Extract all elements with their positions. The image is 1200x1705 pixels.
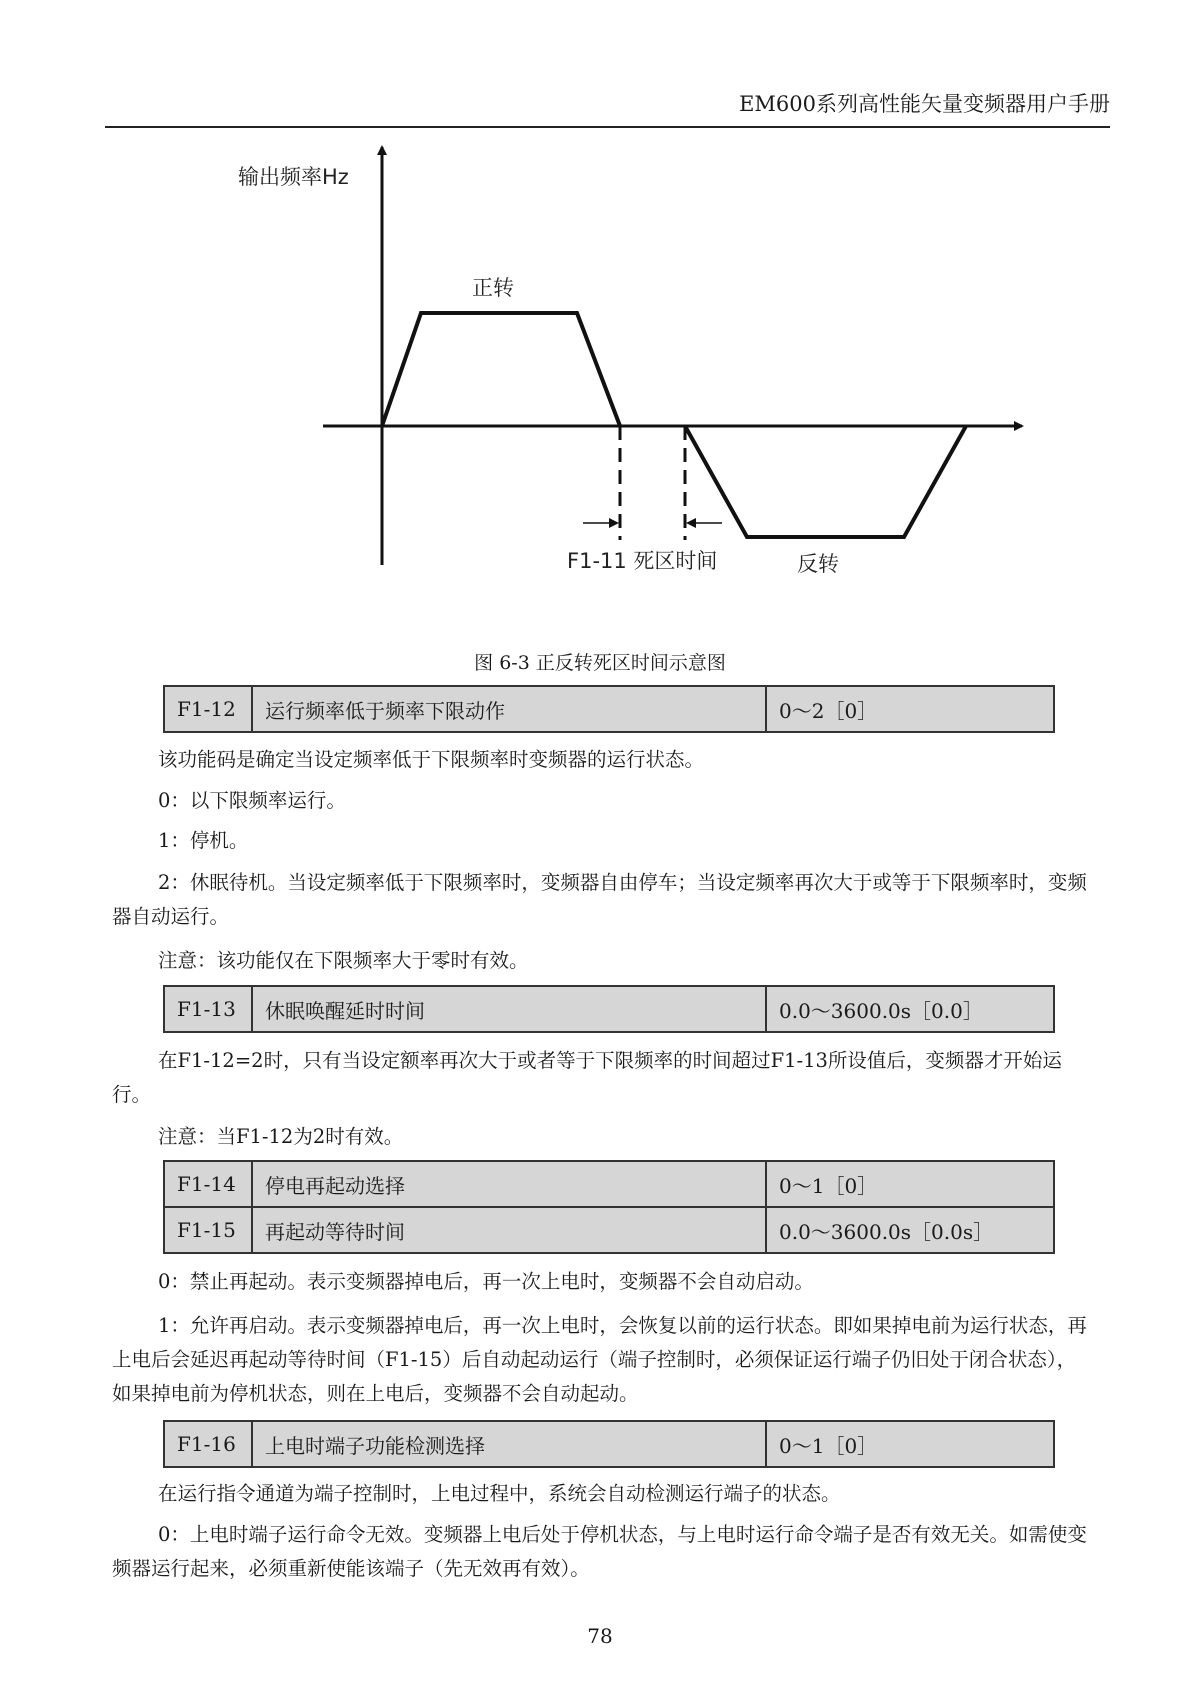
param-range: 0～1［0］ — [766, 1421, 1054, 1467]
param-table-f1-16 — [163, 1420, 1055, 1468]
reverse-curve — [685, 426, 966, 537]
paragraph: 0：上电时端子运行命令无效。变频器上电后处于停机状态，与上电时运行命令端子是否有效无关。如需使变频器运行起来，必须重新使能该端子（先无效再有效）。 — [112, 1523, 1087, 1580]
param-name: 再起动等待时间 — [252, 1207, 766, 1253]
param-name: 停电再起动选择 — [252, 1161, 766, 1207]
paragraph: 0：以下限频率运行。 — [158, 789, 346, 812]
figure-caption: 图 6-3 正反转死区时间示意图 — [474, 652, 726, 674]
reverse-label: 反转 — [797, 552, 839, 576]
paragraph: 在运行指令通道为端子控制时，上电过程中，系统会自动检测运行端子的状态。 — [158, 1482, 841, 1505]
param-name: 运行频率低于频率下限动作 — [252, 686, 766, 732]
deadzone-diagram — [0, 0, 1200, 640]
paragraph: 1：允许再启动。表示变频器掉电后，再一次上电时，会恢复以前的运行状态。即如果掉电前为运行状态，再上电后会延迟再起动等待时间（F1-15）后自动起动运行（端子控制时，必须保证运行端子仍旧处于闭合状态），如果掉电前为停机状态，则在上电后，变频器不会自动起动。 — [112, 1314, 1087, 1405]
param-name: 上电时端子功能检测选择 — [252, 1421, 766, 1467]
table-row — [164, 1207, 1054, 1253]
deadzone-label: F1-11 死区时间 — [567, 549, 718, 573]
paragraph: 该功能码是确定当设定频率低于下限频率时变频器的运行状态。 — [158, 748, 705, 771]
paragraph: 注意：当F1-12为2时有效。 — [158, 1125, 404, 1148]
forward-label: 正转 — [472, 276, 514, 300]
table-row — [164, 1421, 1054, 1467]
paragraph: 0：禁止再起动。表示变频器掉电后，再一次上电时，变频器不会自动启动。 — [158, 1270, 814, 1293]
forward-curve — [382, 313, 620, 426]
paragraph: 2：休眠待机。当设定频率低于下限频率时，变频器自由停车；当设定频率再次大于或等于下限频率时，变频器自动运行。 — [112, 871, 1087, 928]
paragraph: 在F1-12=2时，只有当设定额率再次大于或者等于下限频率的时间超过F1-13所设值后，变频器才开始运行。 — [112, 1049, 1062, 1106]
param-table-f1-12 — [163, 685, 1055, 733]
param-range: 0.0～3600.0s［0.0］ — [766, 986, 1054, 1032]
paragraph: 注意：该功能仅在下限频率大于零时有效。 — [158, 949, 529, 972]
y-axis-label: 输出频率Hz — [238, 165, 349, 189]
param-range: 0～1［0］ — [766, 1161, 1054, 1207]
param-code: F1-14 — [164, 1161, 252, 1207]
table-row — [164, 1161, 1054, 1207]
param-range: 0～2［0］ — [766, 686, 1054, 732]
param-code: F1-16 — [164, 1421, 252, 1467]
page-number: 78 — [587, 1624, 613, 1648]
param-table-f1-14-f1-15 — [163, 1160, 1055, 1254]
param-table-f1-13 — [163, 985, 1055, 1033]
param-name: 休眠唤醒延时时间 — [252, 986, 766, 1032]
param-code: F1-13 — [164, 986, 252, 1032]
param-code: F1-12 — [164, 686, 252, 732]
page-header: EM600系列高性能矢量变频器用户手册 — [105, 88, 1110, 128]
table-row — [164, 986, 1054, 1032]
paragraph: 1：停机。 — [158, 829, 249, 852]
param-code: F1-15 — [164, 1207, 252, 1253]
table-row — [164, 686, 1054, 732]
param-range: 0.0～3600.0s［0.0s］ — [766, 1207, 1054, 1253]
